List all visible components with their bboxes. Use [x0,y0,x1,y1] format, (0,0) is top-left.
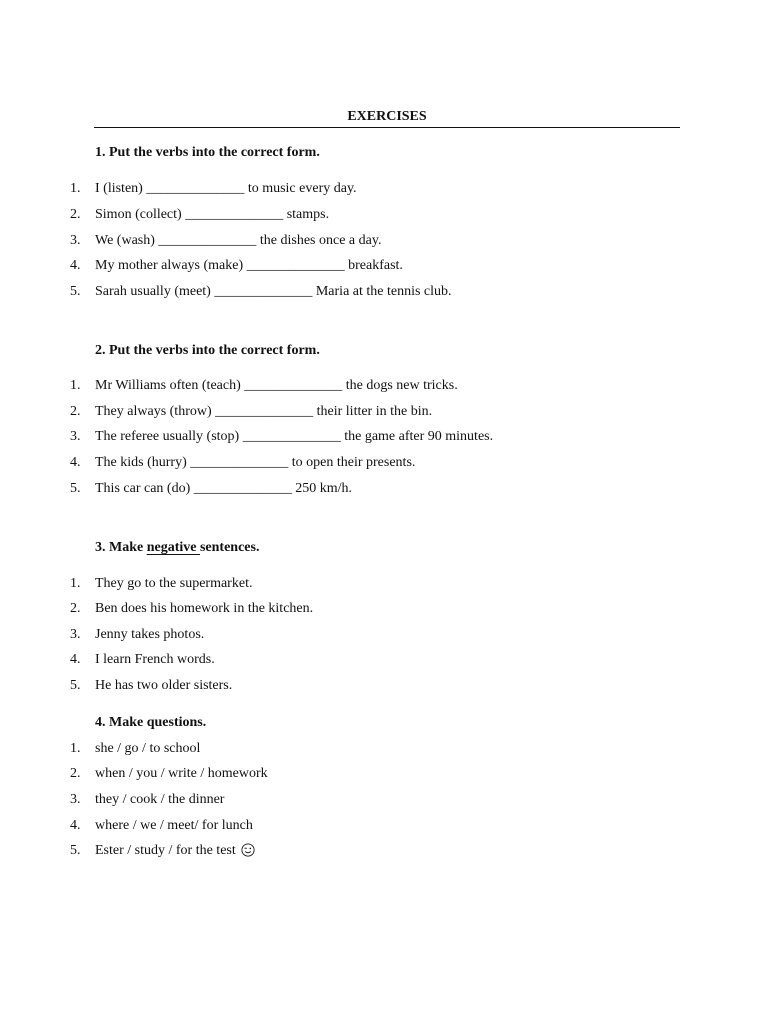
item-number: 1. [70,378,81,393]
item-number: 4. [70,818,81,833]
item-text: My mother always (make) ______________ breakfast. [95,258,403,273]
item-text: Jenny takes photos. [95,627,205,642]
item-text: where / we / meet/ for lunch [95,818,253,833]
item-number: 4. [70,652,81,667]
item-text: They go to the supermarket. [95,576,253,591]
item-text: The referee usually (stop) ______________ the game after 90 minutes. [95,429,494,444]
item-text: they / cook / the dinner [95,792,225,807]
exercise-heading-3 [95,539,259,557]
exercise-heading-2: 2. Put the verbs into the correct form. [95,343,320,358]
item-number: 2. [70,601,81,616]
item-text: Simon (collect) ______________ stamps. [95,207,330,222]
item-number: 4. [70,455,81,470]
heading-underlined-word: negative [146,540,200,555]
item-number: 3. [70,233,81,248]
title-underline-divider [94,127,680,128]
winking-smiley-icon [241,843,255,857]
item-text: We (wash) ______________ the dishes once a day. [95,233,382,248]
item-text: Ben does his homework in the kitchen. [95,601,314,616]
item-text: They always (throw) ______________ their litter in the bin. [95,404,433,419]
item-text: when / you / write / homework [95,766,268,781]
item-number: 2. [70,404,81,419]
item-text: Sarah usually (meet) ______________ Maria at the tennis club. [95,284,452,299]
item-number: 4. [70,258,81,273]
item-number: 3. [70,627,81,642]
item-text: I learn French words. [95,652,215,667]
item-number: 5. [70,284,81,299]
item-number: 1. [70,741,81,756]
page-title: EXERCISES [347,109,427,124]
item-text-with-icon [95,842,255,860]
item-text: she / go / to school [95,741,201,756]
item-number: 3. [70,429,81,444]
item-number: 5. [70,843,81,858]
exercise-heading-1: 1. Put the verbs into the correct form. [95,145,320,160]
exercise-heading-4: 4. Make questions. [95,715,207,730]
item-text: Mr Williams often (teach) ______________ the dogs new tricks. [95,378,458,393]
item-number: 1. [70,576,81,591]
item-text: I (listen) ______________ to music every day. [95,181,357,196]
item-number: 2. [70,766,81,781]
item-text: The kids (hurry) ______________ to open their presents. [95,455,416,470]
heading-suffix: sentences. [199,540,260,555]
item-number: 1. [70,181,81,196]
item-number: 3. [70,792,81,807]
item-text: He has two older sisters. [95,678,233,693]
item-text: This car can (do) ______________ 250 km/h. [95,481,353,496]
item-text: Ester / study / for the test [95,843,236,858]
item-number: 2. [70,207,81,222]
heading-prefix: 3. Make [95,540,147,555]
item-number: 5. [70,481,81,496]
item-number: 5. [70,678,81,693]
